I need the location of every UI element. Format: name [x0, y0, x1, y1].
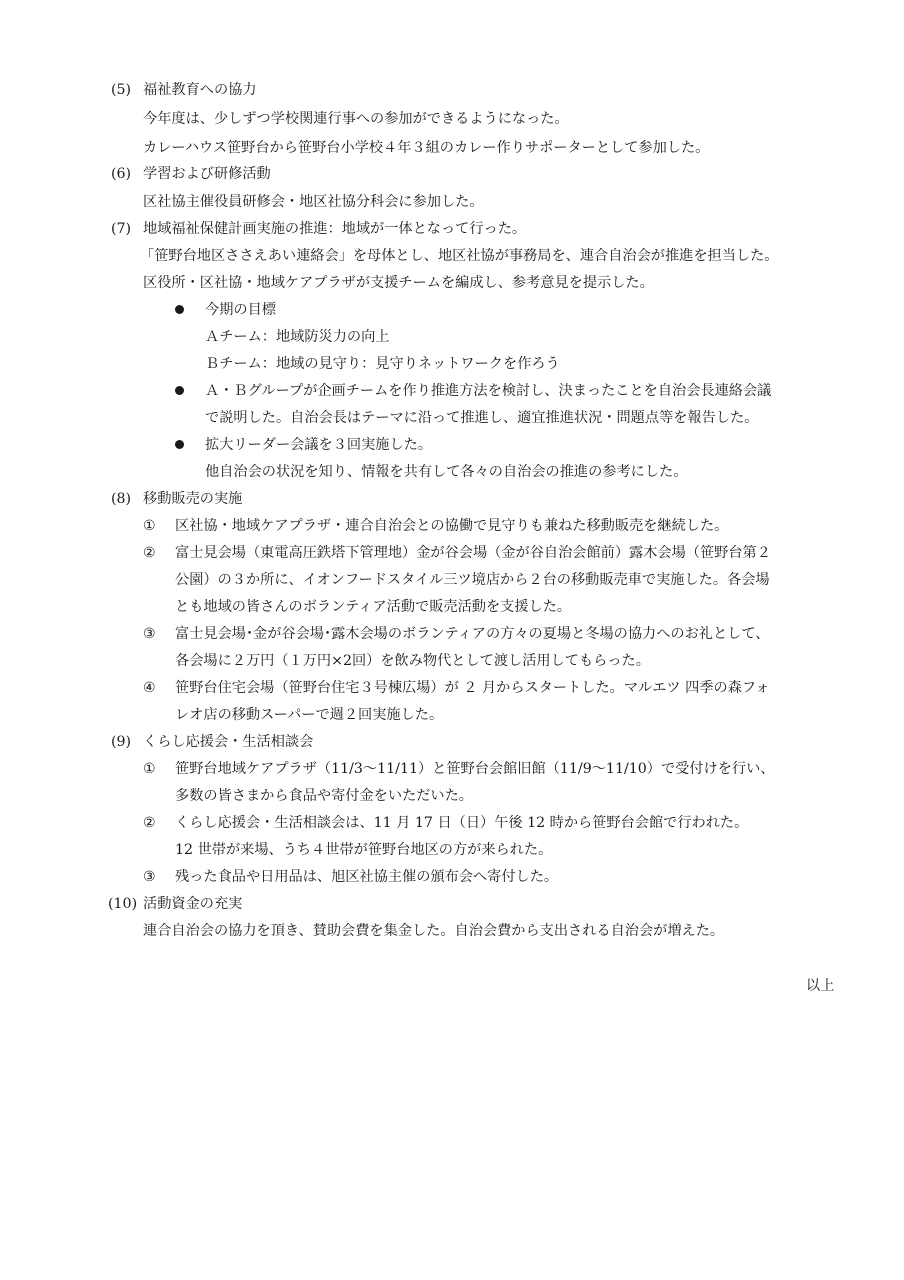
- item-line: 公園）の３か所に、イオンフードスタイル三ツ境店から２台の移動販売車で実施した。各会場: [175, 572, 770, 588]
- bullet-line: Ａ・Ｂグループが企画チームを作り推進方法を検討し、決まったことを自治会長連絡会議: [205, 383, 772, 399]
- item-line: 区社協・地域ケアプラザ・連合自治会との協働で見守りも兼ねた移動販売を継続した。: [175, 518, 729, 534]
- item-line: 各会場に２万円（１万円×2回）を飲み物代として渡し活用してもらった。: [175, 653, 650, 669]
- bullet-line: 今期の目標: [205, 302, 276, 318]
- section-title: 福祉教育への協力: [143, 82, 257, 98]
- bullet-icon: [175, 305, 184, 314]
- item-line: 笹野台住宅会場（笹野台住宅３号棟広場）が ２ 月からスタートした。マルエツ 四季の森フォ: [175, 680, 770, 696]
- bullet-line: Ｂチーム：地域の見守り：見守りネットワークを作ろう: [205, 356, 560, 372]
- item-line: 笹野台地域ケアプラザ（11/3～11/11）と笹野台会館旧館（11/9～11/10）で受付けを行い、: [175, 761, 775, 777]
- bullet-line: 拡大リーダー会議を３回実施した。: [205, 437, 433, 453]
- body-line: 今年度は、少しずつ学校関連行事への参加ができるようになった。: [143, 111, 569, 127]
- item-line: 富士見会場（東電高圧鉄塔下管理地）金が谷会場（金が谷自治会館前）露木会場（笹野台第２: [175, 545, 771, 561]
- bullet-line: Ａチーム：地域防災力の向上: [205, 329, 390, 345]
- item-marker: ①: [143, 761, 156, 777]
- section-title: 移動販売の実施: [143, 491, 243, 507]
- section-number: (6): [111, 166, 132, 182]
- item-marker: ②: [143, 545, 156, 561]
- item-line: 多数の皆さまから食品や寄付金をいただいた。: [175, 788, 473, 804]
- closing-text: 以上: [806, 978, 835, 994]
- item-line: とも地域の皆さんのボランティア活動で販売活動を支援した。: [175, 599, 572, 615]
- bullet-icon: [175, 440, 184, 449]
- section-title: 地域福祉保健計画実施の推進：地域が一体となって行った。: [143, 221, 527, 237]
- item-marker: ②: [143, 815, 156, 831]
- section-title: 活動資金の充実: [143, 896, 243, 912]
- item-marker: ③: [143, 869, 156, 885]
- item-line: レオ店の移動スーパーで週２回実施した。: [175, 707, 444, 723]
- body-line: 区役所・区社協・地域ケアプラザが支援チームを編成し、参考意見を提示した。: [143, 275, 654, 291]
- section-title: くらし応援会・生活相談会: [143, 734, 314, 750]
- item-line: 富士見会場･金が谷会場･露木会場のボランティアの方々の夏場と冬場の協力へのお礼として、: [175, 626, 770, 642]
- body-line: 「笹野台地区ささえあい連絡会」を母体とし、地区社協が事務局を、連合自治会が推進を担当した。: [140, 248, 779, 264]
- item-marker: ③: [143, 626, 156, 642]
- item-marker: ①: [143, 518, 156, 534]
- section-number: (5): [111, 82, 132, 98]
- section-number: (9): [111, 734, 132, 750]
- item-line: 残った食品や日用品は、旭区社協主催の頒布会へ寄付した。: [175, 869, 559, 885]
- bullet-line: 他自治会の状況を知り、情報を共有して各々の自治会の推進の参考にした。: [205, 464, 688, 480]
- bullet-line: で説明した。自治会長はテーマに沿って推進し、適宜推進状況・問題点等を報告した。: [205, 410, 759, 426]
- body-line: 区社協主催役員研修会・地区社協分科会に参加した。: [143, 194, 484, 210]
- section-number: (8): [111, 491, 132, 507]
- section-title: 学習および研修活動: [143, 166, 271, 182]
- section-number: (7): [111, 221, 132, 237]
- item-line: くらし応援会・生活相談会は、11 月 17 日（日）午後 12 時から笹野台会館で行われた。: [175, 815, 749, 831]
- body-line: カレーハウス笹野台から笹野台小学校４年３組のカレー作りサポーターとして参加した。: [143, 140, 710, 156]
- bullet-icon: [175, 386, 184, 395]
- item-marker: ④: [143, 680, 156, 696]
- item-line: 12 世帯が来場、うち４世帯が笹野台地区の方が来られた。: [175, 842, 553, 858]
- section-number: (10): [108, 896, 138, 912]
- body-line: 連合自治会の協力を頂き、賛助会費を集金した。自治会費から支出される自治会が増えた。: [143, 923, 725, 939]
